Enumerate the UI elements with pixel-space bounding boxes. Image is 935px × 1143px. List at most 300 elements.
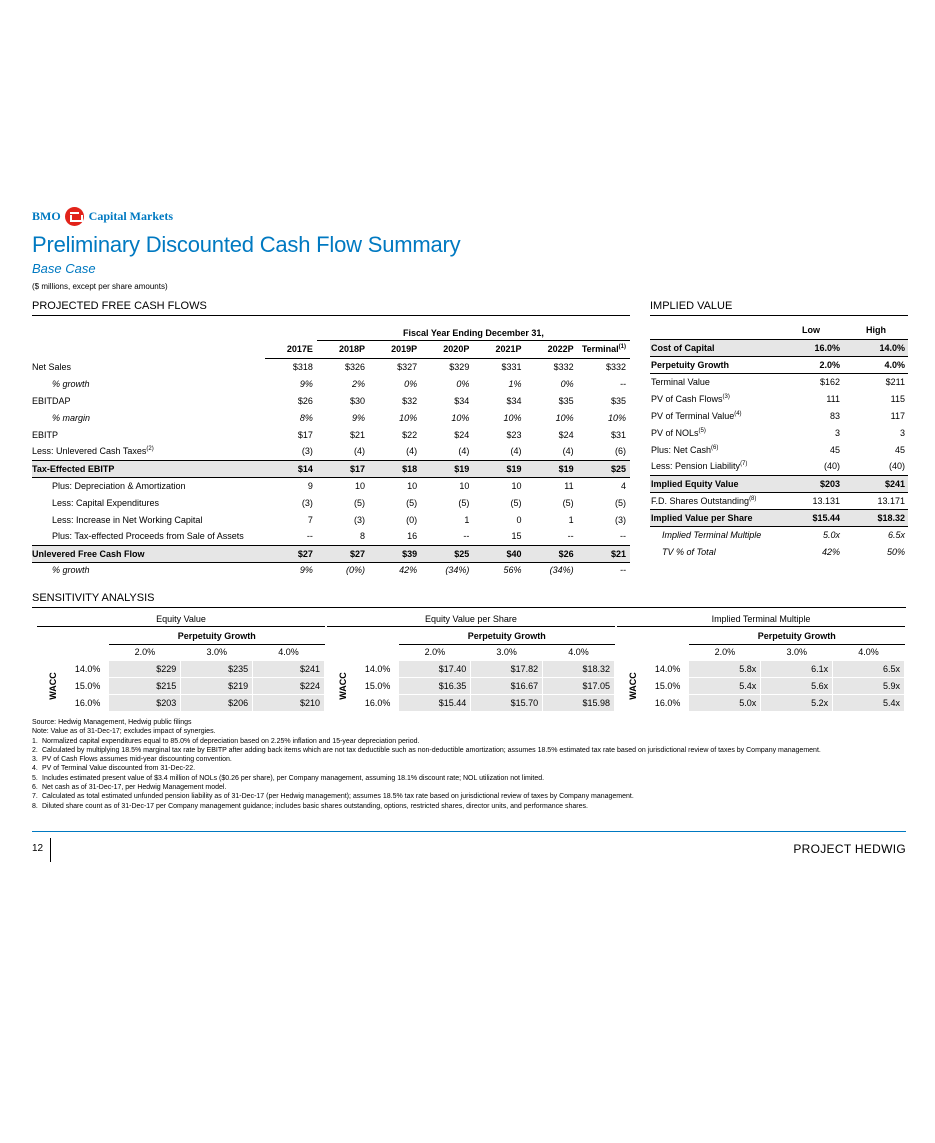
growth-rate: 4.0% xyxy=(278,647,299,657)
col-header: 2017E xyxy=(265,340,317,358)
sensitivity-cell: 5.4x xyxy=(833,694,905,711)
table-row xyxy=(32,358,630,375)
pg-header-row xyxy=(617,629,905,644)
iv-high-value: 6.5x xyxy=(887,529,905,540)
table-cell: 1 xyxy=(464,514,470,525)
footnote-text: Net cash as of 31-Dec-17, per Hedwig Management model. xyxy=(42,784,227,792)
table-cell: 7 xyxy=(307,514,313,525)
wacc-rate: 16.0% xyxy=(364,697,391,708)
table-cell: $18 xyxy=(369,460,421,477)
table-cell: $31 xyxy=(610,429,626,440)
footnote xyxy=(32,783,902,792)
sensitivity-cell: $215 xyxy=(109,677,181,694)
iv-label: Implied Equity Value xyxy=(650,475,778,492)
footnote-text: Normalized capital expenditures equal to 85.0% of depreciation based on 2.25% inflation and 15-year depreciation period. xyxy=(42,737,420,745)
iv-low-value: 45 xyxy=(829,444,840,455)
iv-label: PV of NOLs$^{(5)}$ xyxy=(651,427,706,438)
logo-capital-markets-text: Capital Markets xyxy=(88,208,173,223)
table-cell: (0%) xyxy=(346,565,366,576)
page-subtitle: Base Case xyxy=(32,261,96,276)
table-cell: (5) xyxy=(510,497,522,508)
table-cell: (34%) xyxy=(445,565,470,576)
table-cell: 0 xyxy=(516,514,522,525)
iv-low-value: $203 xyxy=(778,475,843,492)
col-header: 2022P xyxy=(525,340,577,358)
iv-label: PV of Terminal Value$^{(4)}$ xyxy=(651,410,742,421)
sensitivity-cell: 5.2x xyxy=(761,694,833,711)
table-cell: 10% xyxy=(607,412,626,423)
iv-row xyxy=(650,509,908,526)
implied-value-table xyxy=(650,321,908,560)
sensitivity-title: Equity Value per Share xyxy=(327,614,615,627)
row-label: Less: Unlevered Cash Taxes$^{(2)}$ xyxy=(32,446,154,457)
table-cell: 9% xyxy=(299,565,313,576)
footnote xyxy=(32,746,902,755)
table-cell: $40 xyxy=(473,545,525,562)
iv-high-value: 13.171 xyxy=(843,492,908,509)
table-row xyxy=(32,494,630,511)
table-row xyxy=(32,443,630,460)
iv-low-value: $15.44 xyxy=(778,509,843,526)
footnote xyxy=(32,718,902,727)
table-cell: $25 xyxy=(421,545,473,562)
iv-high-value: 4.0% xyxy=(843,356,908,373)
growth-rate: 2.0% xyxy=(714,647,736,657)
iv-low-value: 2.0% xyxy=(778,356,843,373)
sensitivity-row xyxy=(37,694,325,711)
iv-low-value: 111 xyxy=(826,393,840,404)
sensitivity-cell: $15.70 xyxy=(471,694,543,711)
footnotes xyxy=(32,718,902,811)
sensitivity-cell: $229 xyxy=(109,660,181,677)
table-cell: 11 xyxy=(564,480,574,491)
sensitivity-cell: 5.6x xyxy=(761,677,833,694)
wacc-axis-label: WACC xyxy=(337,671,348,700)
sensitivity-table xyxy=(327,614,615,712)
growth-rate: 4.0% xyxy=(858,647,879,657)
footnote-text: Calculated by multiplying 18.5% marginal tax rate by EBITP after adding back items which are not tax deductible such as non-deductible amortization; assumes 18.5% estimated tax rate based on jurisdictional review of taxes by Company management. xyxy=(42,746,821,754)
table-cell: -- xyxy=(463,531,470,542)
iv-high-value: 45 xyxy=(894,444,905,455)
table-cell: 42% xyxy=(399,565,418,576)
pg-header-row xyxy=(37,629,325,644)
col-header: 2020P xyxy=(421,340,473,358)
table-cell: $326 xyxy=(344,361,366,372)
table-cell: 16 xyxy=(407,531,418,542)
iv-label: Implied Terminal Multiple xyxy=(662,529,762,540)
row-label: Plus: Depreciation & Amortization xyxy=(52,480,186,491)
iv-low-value: 83 xyxy=(829,410,840,421)
table-cell: (4) xyxy=(510,446,522,457)
iv-high-value: 3 xyxy=(899,427,905,438)
iv-low-value: 16.0% xyxy=(778,339,843,356)
table-cell: (5) xyxy=(458,497,470,508)
table-cell: $17 xyxy=(297,429,313,440)
sensitivity-cell: $224 xyxy=(253,677,325,694)
sensitivity-cell: 5.4x xyxy=(689,677,761,694)
table-cell: (5) xyxy=(615,497,626,508)
iv-row xyxy=(650,373,908,390)
footnote xyxy=(32,764,902,773)
iv-low-value: 42% xyxy=(821,546,840,557)
footnote xyxy=(32,802,902,811)
table-cell: $332 xyxy=(605,361,626,372)
row-label: % growth xyxy=(52,565,90,576)
wacc-rate: 15.0% xyxy=(74,680,101,691)
row-label: Tax-Effected EBITP xyxy=(32,460,265,477)
iv-row xyxy=(650,543,908,560)
col-header: 2018P xyxy=(317,340,369,358)
page-number-divider xyxy=(50,838,51,862)
sensitivity-row xyxy=(327,660,615,677)
iv-label: Cost of Capital xyxy=(650,339,778,356)
table-cell: 4 xyxy=(620,480,626,491)
sensitivity-cell: 6.1x xyxy=(761,660,833,677)
table-cell: $22 xyxy=(402,429,418,440)
table-cell: 10 xyxy=(355,480,366,491)
table-cell: 2% xyxy=(352,378,366,389)
sensitivity-cell: $17.82 xyxy=(471,660,543,677)
iv-row xyxy=(650,475,908,492)
projected-free-cash-flows-table xyxy=(32,326,630,578)
sensitivity-table xyxy=(37,614,325,712)
growth-rate: 2.0% xyxy=(424,647,446,657)
table-cell: 8% xyxy=(299,412,313,423)
iv-high-value: (40) xyxy=(843,458,908,475)
sensitivity-table xyxy=(617,614,905,712)
table-cell: (3) xyxy=(615,514,626,525)
page-title: Preliminary Discounted Cash Flow Summary xyxy=(32,232,461,257)
wacc-rate: 14.0% xyxy=(654,663,681,674)
table-cell: $32 xyxy=(402,395,418,406)
table-cell: $19 xyxy=(421,460,473,477)
iv-row xyxy=(650,339,908,356)
logo-bmo-text: BMO xyxy=(32,208,61,223)
table-row xyxy=(32,426,630,443)
footnote-number: 8. xyxy=(32,802,38,810)
growth-rate: 3.0% xyxy=(786,647,807,657)
table-row xyxy=(32,562,630,578)
sensitivity-cell: $16.35 xyxy=(399,677,471,694)
table-cell: -- xyxy=(306,531,313,542)
pfcf-heading: PROJECTED FREE CASH FLOWS xyxy=(32,300,630,316)
growth-header-row xyxy=(617,644,905,660)
row-label: Net Sales xyxy=(32,361,72,372)
table-cell: 0% xyxy=(404,378,418,389)
column-header-row xyxy=(32,340,630,358)
footnote-text: Includes estimated present value of $3.4 million of NOLs ($0.26 per share), per Company management, assuming 18.1% discount rate; NOL utilization not limited. xyxy=(42,774,545,782)
iv-low-value: (40) xyxy=(778,458,843,475)
iv-label: Terminal Value xyxy=(651,376,710,387)
units-note: ($ millions, except per share amounts) xyxy=(32,282,168,291)
footnote xyxy=(32,755,902,764)
table-cell: (5) xyxy=(406,497,418,508)
table-cell: $329 xyxy=(449,361,470,372)
table-cell: $26 xyxy=(297,395,313,406)
footnote-number: 2. xyxy=(32,746,38,754)
wacc-rate: 15.0% xyxy=(654,680,681,691)
sensitivity-row xyxy=(327,694,615,711)
sensitivity-cell: $17.40 xyxy=(399,660,471,677)
table-cell: 9% xyxy=(299,378,313,389)
table-cell: 15 xyxy=(511,531,522,542)
table-cell: $14 xyxy=(265,460,317,477)
table-cell: $34 xyxy=(454,395,470,406)
table-row xyxy=(32,409,630,426)
table-row xyxy=(32,511,630,528)
footnote-number: 4. xyxy=(32,765,38,773)
table-cell: $35 xyxy=(558,395,574,406)
growth-rate: 2.0% xyxy=(134,647,156,657)
iv-label: TV % of Total xyxy=(662,546,716,557)
iv-high-value: 117 xyxy=(890,410,905,421)
sensitivity-title: Implied Terminal Multiple xyxy=(617,614,905,627)
iv-high-value: $18.32 xyxy=(843,509,908,526)
iv-label: Plus: Net Cash$^{(6)}$ xyxy=(651,444,719,455)
table-cell: $24 xyxy=(454,429,470,440)
sensitivity-cell: $241 xyxy=(253,660,325,677)
perpetuity-growth-label: Perpetuity Growth xyxy=(399,629,615,644)
perpetuity-growth-label: Perpetuity Growth xyxy=(689,629,905,644)
table-row xyxy=(32,375,630,392)
iv-high-value: 50% xyxy=(886,546,905,557)
table-cell: $25 xyxy=(578,460,630,477)
sensitivity-cell: $15.44 xyxy=(399,694,471,711)
table-row xyxy=(32,477,630,494)
table-cell: $17 xyxy=(317,460,369,477)
growth-header-row xyxy=(37,644,325,660)
iv-row xyxy=(650,441,908,458)
table-cell: $21 xyxy=(349,429,366,440)
table-cell: $332 xyxy=(553,361,574,372)
table-cell: (4) xyxy=(354,446,366,457)
iv-label: F.D. Shares Outstanding$^{(8)}$ xyxy=(650,492,778,509)
iv-row xyxy=(650,424,908,441)
table-cell: 0% xyxy=(456,378,470,389)
sensitivity-row xyxy=(617,694,905,711)
table-cell: (3) xyxy=(354,514,366,525)
bmo-logo xyxy=(32,206,173,226)
wacc-rate: 15.0% xyxy=(364,680,391,691)
table-cell: (5) xyxy=(354,497,366,508)
footnote-text: PV of Terminal Value discounted from 31-Dec-22. xyxy=(42,765,196,773)
footnote-text: Calculated as total estimated unfunded pension liability as of 31-Dec-17 (per Hedwig management); assumes 18.5% tax rate based on jurisdictional review of taxes by Company management. xyxy=(42,793,634,801)
wacc-rate: 14.0% xyxy=(74,663,101,674)
footer-divider xyxy=(32,831,906,832)
sensitivity-grid xyxy=(617,629,905,712)
footnote xyxy=(32,727,902,736)
footnote-number: 6. xyxy=(32,784,38,792)
footnote xyxy=(32,792,902,801)
fy-header-row xyxy=(32,326,630,340)
footnote-text: PV of Cash Flows assumes mid-year discounting convention. xyxy=(42,756,232,764)
iv-header-row xyxy=(650,321,908,339)
sensitivity-cell: 5.8x xyxy=(689,660,761,677)
table-cell: 10 xyxy=(511,480,522,491)
footnote-number: 1. xyxy=(32,737,38,745)
table-cell: $39 xyxy=(369,545,421,562)
footnote xyxy=(32,774,902,783)
iv-row xyxy=(650,526,908,543)
row-label: Plus: Tax-effected Proceeds from Sale of Assets xyxy=(52,531,244,542)
iv-low-value: $162 xyxy=(819,376,840,387)
pg-header-row xyxy=(327,629,615,644)
table-cell: $21 xyxy=(578,545,630,562)
wacc-rate: 14.0% xyxy=(364,663,391,674)
row-label: EBITDAP xyxy=(32,395,71,406)
iv-row xyxy=(650,407,908,424)
growth-header-row xyxy=(327,644,615,660)
table-cell: $30 xyxy=(349,395,366,406)
sensitivity-cell: 5.9x xyxy=(833,677,905,694)
sensitivity-grid xyxy=(327,629,615,712)
iv-heading: IMPLIED VALUE xyxy=(650,300,908,316)
growth-rate: 4.0% xyxy=(568,647,589,657)
table-cell: 10% xyxy=(399,412,418,423)
sensitivity-heading: SENSITIVITY ANALYSIS xyxy=(32,592,906,608)
wacc-axis-label: WACC xyxy=(627,671,638,700)
table-cell: $27 xyxy=(317,545,369,562)
table-row xyxy=(32,392,630,409)
sensitivity-cell: $15.98 xyxy=(543,694,615,711)
wacc-axis-label: WACC xyxy=(47,671,58,700)
iv-label: PV of Cash Flows$^{(3)}$ xyxy=(651,393,730,404)
iv-high-value: 115 xyxy=(890,393,905,404)
footnote-text: Source: Hedwig Management, Hedwig public filings xyxy=(32,719,192,726)
sensitivity-cell: $18.32 xyxy=(543,660,615,677)
sensitivity-grid xyxy=(37,629,325,712)
sensitivity-cell: $210 xyxy=(253,694,325,711)
table-cell: $23 xyxy=(506,429,522,440)
table-cell: $327 xyxy=(397,361,418,372)
iv-row xyxy=(650,458,908,475)
table-cell: $19 xyxy=(525,460,577,477)
row-label: % margin xyxy=(52,412,91,423)
sensitivity-cell: $203 xyxy=(109,694,181,711)
table-row xyxy=(32,460,630,477)
table-cell: (4) xyxy=(458,446,470,457)
fiscal-year-heading: Fiscal Year Ending December 31, xyxy=(317,326,630,340)
footnote-text: Diluted share count as of 31-Dec-17 per Company management guidance; includes basic shares outstanding, options, restricted shares, director units, and performance shares. xyxy=(42,802,588,810)
growth-rate: 3.0% xyxy=(496,647,517,657)
sensitivity-row xyxy=(37,677,325,694)
footnote-number: 5. xyxy=(32,774,38,782)
table-cell: 10 xyxy=(407,480,418,491)
sensitivity-row xyxy=(617,677,905,694)
row-label: EBITP xyxy=(32,429,59,440)
iv-low-value: 3 xyxy=(834,427,840,438)
table-cell: $24 xyxy=(558,429,574,440)
table-cell: -- xyxy=(620,565,626,576)
col-header: 2021P xyxy=(473,340,525,358)
table-cell: $331 xyxy=(501,361,522,372)
iv-low-value: 13.131 xyxy=(778,492,843,509)
iv-label: Perpetuity Growth xyxy=(650,356,778,373)
table-cell: $26 xyxy=(525,545,577,562)
iv-high-value: $211 xyxy=(885,376,905,387)
table-cell: -- xyxy=(620,378,626,389)
row-label: Less: Capital Expenditures xyxy=(52,497,160,508)
table-cell: (34%) xyxy=(549,565,574,576)
table-cell: 9 xyxy=(307,480,313,491)
sensitivity-cell: $206 xyxy=(181,694,253,711)
table-cell: (4) xyxy=(562,446,574,457)
table-cell: 10 xyxy=(459,480,470,491)
row-label: Less: Increase in Net Working Capital xyxy=(52,514,203,525)
iv-low-value: 5.0x xyxy=(822,529,840,540)
table-cell: (3) xyxy=(301,446,313,457)
table-cell: (0) xyxy=(406,514,418,525)
sensitivity-cell: $219 xyxy=(181,677,253,694)
iv-high-header: High xyxy=(843,321,908,339)
table-cell: (5) xyxy=(562,497,574,508)
table-cell: $34 xyxy=(506,395,522,406)
iv-label: Implied Value per Share xyxy=(650,509,778,526)
iv-low-header: Low xyxy=(778,321,843,339)
table-cell: (6) xyxy=(615,446,626,457)
table-row xyxy=(32,545,630,562)
perpetuity-growth-label: Perpetuity Growth xyxy=(109,629,325,644)
table-cell: -- xyxy=(567,531,574,542)
iv-row xyxy=(650,390,908,407)
col-header: 2019P xyxy=(369,340,421,358)
sensitivity-title: Equity Value xyxy=(37,614,325,627)
table-cell: 1% xyxy=(508,378,522,389)
project-name: PROJECT HEDWIG xyxy=(793,842,906,856)
table-cell: (3) xyxy=(301,497,313,508)
table-cell: 56% xyxy=(503,565,522,576)
iv-high-value: $241 xyxy=(843,475,908,492)
wacc-rate: 16.0% xyxy=(654,697,681,708)
table-cell: 10% xyxy=(555,412,574,423)
table-cell: $27 xyxy=(265,545,317,562)
row-label: Unlevered Free Cash Flow xyxy=(32,545,265,562)
row-label: % growth xyxy=(52,378,90,389)
footnote-text: Note: Value as of 31-Dec-17; excludes impact of synergies. xyxy=(32,728,216,736)
sensitivity-cell: $16.67 xyxy=(471,677,543,694)
sensitivity-row xyxy=(37,660,325,677)
iv-row xyxy=(650,356,908,373)
table-cell: $19 xyxy=(473,460,525,477)
table-cell: 10% xyxy=(451,412,470,423)
sensitivity-cell: 5.0x xyxy=(689,694,761,711)
table-row xyxy=(32,528,630,545)
sensitivity-row xyxy=(327,677,615,694)
table-cell: 9% xyxy=(352,412,366,423)
footnote-number: 3. xyxy=(32,756,38,764)
iv-label: Less: Pension Liability$^{(7)}$ xyxy=(650,458,778,475)
table-cell: -- xyxy=(620,531,626,542)
sensitivity-cell: $235 xyxy=(181,660,253,677)
table-cell: 0% xyxy=(560,378,574,389)
col-header-terminal: Terminal$^{(1)}$ xyxy=(578,340,630,358)
sensitivity-cell: $17.05 xyxy=(543,677,615,694)
table-cell: 10% xyxy=(503,412,522,423)
table-cell: 8 xyxy=(360,531,366,542)
page-number: 12 xyxy=(32,843,44,854)
growth-rate: 3.0% xyxy=(206,647,227,657)
footnote xyxy=(32,737,902,746)
wacc-rate: 16.0% xyxy=(74,697,101,708)
table-cell: (4) xyxy=(406,446,418,457)
iv-row xyxy=(650,492,908,509)
sensitivity-cell: 6.5x xyxy=(833,660,905,677)
bmo-roundel-icon xyxy=(65,207,84,226)
footnote-number: 7. xyxy=(32,793,38,801)
iv-high-value: 14.0% xyxy=(843,339,908,356)
table-cell: $318 xyxy=(292,361,313,372)
sensitivity-row xyxy=(617,660,905,677)
